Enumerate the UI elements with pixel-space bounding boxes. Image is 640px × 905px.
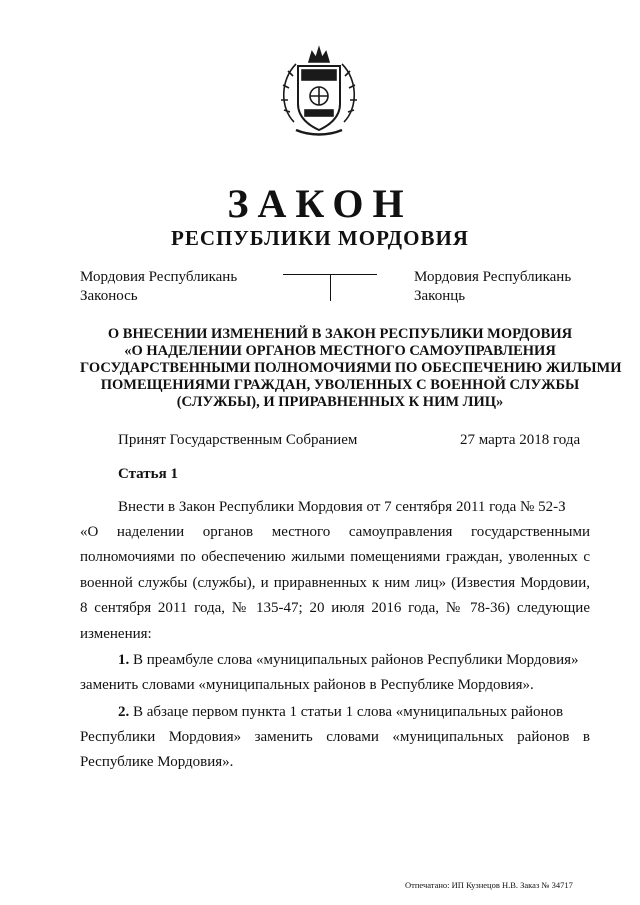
law-title-line: ГОСУДАРСТВЕННЫМИ ПОЛНОМОЧИЯМИ ПО ОБЕСПЕЧЕНИЮ ЖИЛЫМИ (80, 360, 622, 376)
law-title-line: «О НАДЕЛЕНИИ ОРГАНОВ МЕСТНОГО САМОУПРАВЛЕНИЯ (124, 343, 556, 359)
item-line: Республике Мордовия». (80, 754, 234, 770)
item-line (118, 652, 579, 669)
item-line (118, 704, 563, 721)
body-line: 8 сентября 2011 года, № 135-47; 20 июля 2016 года, № 78-36) следующие (80, 600, 590, 616)
header-left-line: Законось (80, 288, 138, 304)
header-left-line: Мордовия Республикань (80, 269, 238, 285)
body-line: «О наделении органов местного самоуправления государственными (80, 524, 590, 540)
body-line: Внести в Закон Республики Мордовия от 7 сентября 2011 года № 52-З (118, 499, 566, 515)
law-title-line: ПОМЕЩЕНИЯМИ ГРАЖДАН, УВОЛЕННЫХ С ВОЕННОЙ СЛУЖБЫ (100, 377, 580, 393)
divider-vertical (330, 274, 331, 301)
adopted-statement: Принят Государственным Собранием (118, 432, 358, 448)
item-number: 2. (118, 704, 130, 720)
item-number: 1. (118, 652, 130, 668)
print-footer: Отпечатано: ИП Кузнецов Н.В. Заказ № 34717 (405, 880, 573, 890)
body-line: полномочиями по обеспечению жилыми помещениями граждан, уволенных с (80, 549, 590, 565)
law-title-line: (СЛУЖБЫ), И ПРИРАВНЕННЫХ К НИМ ЛИЦ» (176, 394, 504, 410)
law-title-line: О ВНЕСЕНИИ ИЗМЕНЕНИЙ В ЗАКОН РЕСПУБЛИКИ МОРДОВИЯ (107, 326, 573, 342)
item-text: В преамбуле слова «муниципальных районов Республики Мордовия» (133, 652, 579, 668)
adopted-date: 27 марта 2018 года (460, 432, 581, 448)
header-left (80, 268, 237, 306)
header-right-line: Мордовия Республикань (414, 269, 572, 285)
item-line: заменить словами «муниципальных районов в Республике Мордовия». (80, 677, 534, 693)
item-line: Республики Мордовия» заменить словами «муниципальных районов в (80, 729, 590, 745)
document-subtitle: РЕСПУБЛИКИ МОРДОВИЯ (171, 226, 469, 250)
law-title (80, 326, 622, 411)
article-heading: Статья 1 (118, 466, 178, 482)
body-line: изменения: (80, 626, 152, 642)
header-right (414, 268, 571, 306)
coat-of-arms-icon (276, 42, 362, 140)
document-title: ЗАКОН (227, 181, 413, 226)
item-text: В абзаце первом пункта 1 статьи 1 слова «муниципальных районов (133, 704, 564, 720)
header-right-line: Законць (414, 288, 466, 304)
body-line: военной службы (службы), и приравненных к ним лиц» (Известия Мордовии, (80, 575, 590, 591)
